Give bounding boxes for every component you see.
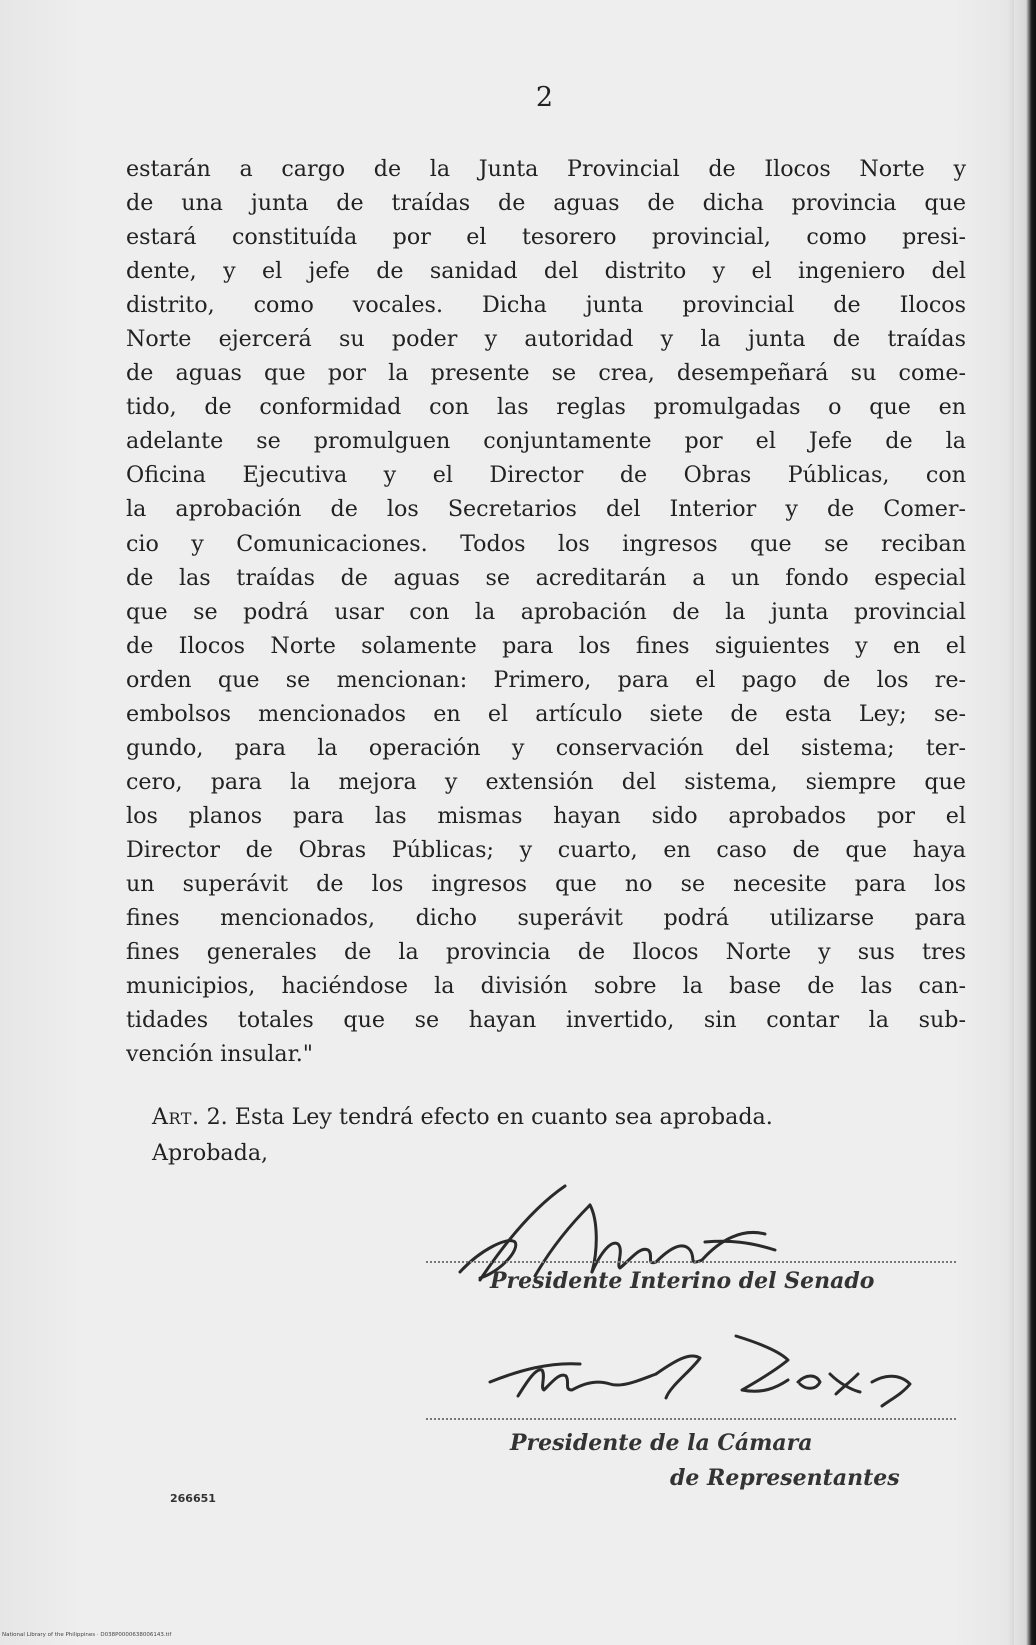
house-speaker-signature — [480, 1330, 950, 1410]
body-line: cio y Comunicaciones. Todos los ingresos que se reciban — [126, 530, 966, 557]
approval-text: Aprobada, — [152, 1140, 269, 1166]
body-line: cero, para la mejora y extensión del sistema, siempre que — [126, 768, 966, 795]
body-line: fines mencionados, dicho superávit podrá utilizarse para — [126, 905, 966, 932]
house-speaker-title-line1: Presidente de la Cámara — [510, 1430, 813, 1456]
article-label: Art. — [152, 1104, 200, 1130]
senate-president-title: Presidente Interino del Senado — [490, 1268, 875, 1294]
document-code: 266651 — [170, 1492, 216, 1505]
body-line: Norte ejercerá su poder y autoridad y la junta de traídas — [126, 326, 966, 353]
body-line: Director de Obras Públicas; y cuarto, en caso de que haya — [126, 836, 966, 863]
page-edge — [1014, 0, 1036, 1645]
body-line: distrito, como vocales. Dicha junta provincial de Ilocos — [126, 292, 966, 319]
body-line: la aprobación de los Secretarios del Interior y de Comer- — [126, 496, 966, 523]
body-line: de Ilocos Norte solamente para los fines siguientes y en el — [126, 632, 966, 659]
body-line: embolsos mencionados en el artículo siete de esta Ley; se- — [126, 700, 966, 727]
body-line: tido, de conformidad con las reglas promulgadas o que en — [126, 394, 966, 421]
body-line: orden que se mencionan: Primero, para el pago de los re- — [126, 666, 966, 693]
house-signature-line — [426, 1418, 956, 1420]
body-line: estarán a cargo de la Junta Provincial de Ilocos Norte y — [126, 156, 966, 182]
body-line: de las traídas de aguas se acreditarán a un fondo especial — [126, 564, 966, 591]
article-2 — [152, 1100, 966, 1134]
body-line: gundo, para la operación y conservación del sistema; ter- — [126, 734, 966, 761]
body-line: tidades totales que se hayan invertido, sin contar la sub- — [126, 1007, 966, 1034]
library-watermark: National Library of the Philippines · D038P0000638006143.tif — [2, 1632, 172, 1638]
body-line: fines generales de la provincia de Ilocos Norte y sus tres — [126, 939, 966, 966]
body-line: los planos para las mismas hayan sido aprobados por el — [126, 802, 966, 829]
article-text: 2. Esta Ley tendrá efecto en cuanto sea aprobada. — [199, 1104, 773, 1130]
body-text — [126, 152, 966, 1071]
body-line: Oficina Ejecutiva y el Director de Obras Públicas, con — [126, 462, 966, 489]
body-line: vención insular." — [126, 1041, 313, 1068]
house-speaker-title-line2: de Representantes — [670, 1465, 900, 1491]
body-line: estará constituída por el tesorero provincial, como presi- — [126, 224, 966, 251]
body-line: adelante se promulguen conjuntamente por el Jefe de la — [126, 428, 966, 455]
body-line: dente, y el jefe de sanidad del distrito y el ingeniero del — [126, 258, 966, 285]
body-line: de aguas que por la presente se crea, desempeñará su come- — [126, 360, 966, 387]
senate-signature-line — [426, 1261, 956, 1263]
page-number: 2 — [535, 82, 555, 113]
body-line: municipios, haciéndose la división sobre la base de las can- — [126, 973, 966, 1000]
body-line: que se podrá usar con la aprobación de la junta provincial — [126, 598, 966, 625]
body-line: de una junta de traídas de aguas de dicha provincia que — [126, 190, 966, 217]
body-line: un superávit de los ingresos que no se necesite para los — [126, 870, 966, 897]
